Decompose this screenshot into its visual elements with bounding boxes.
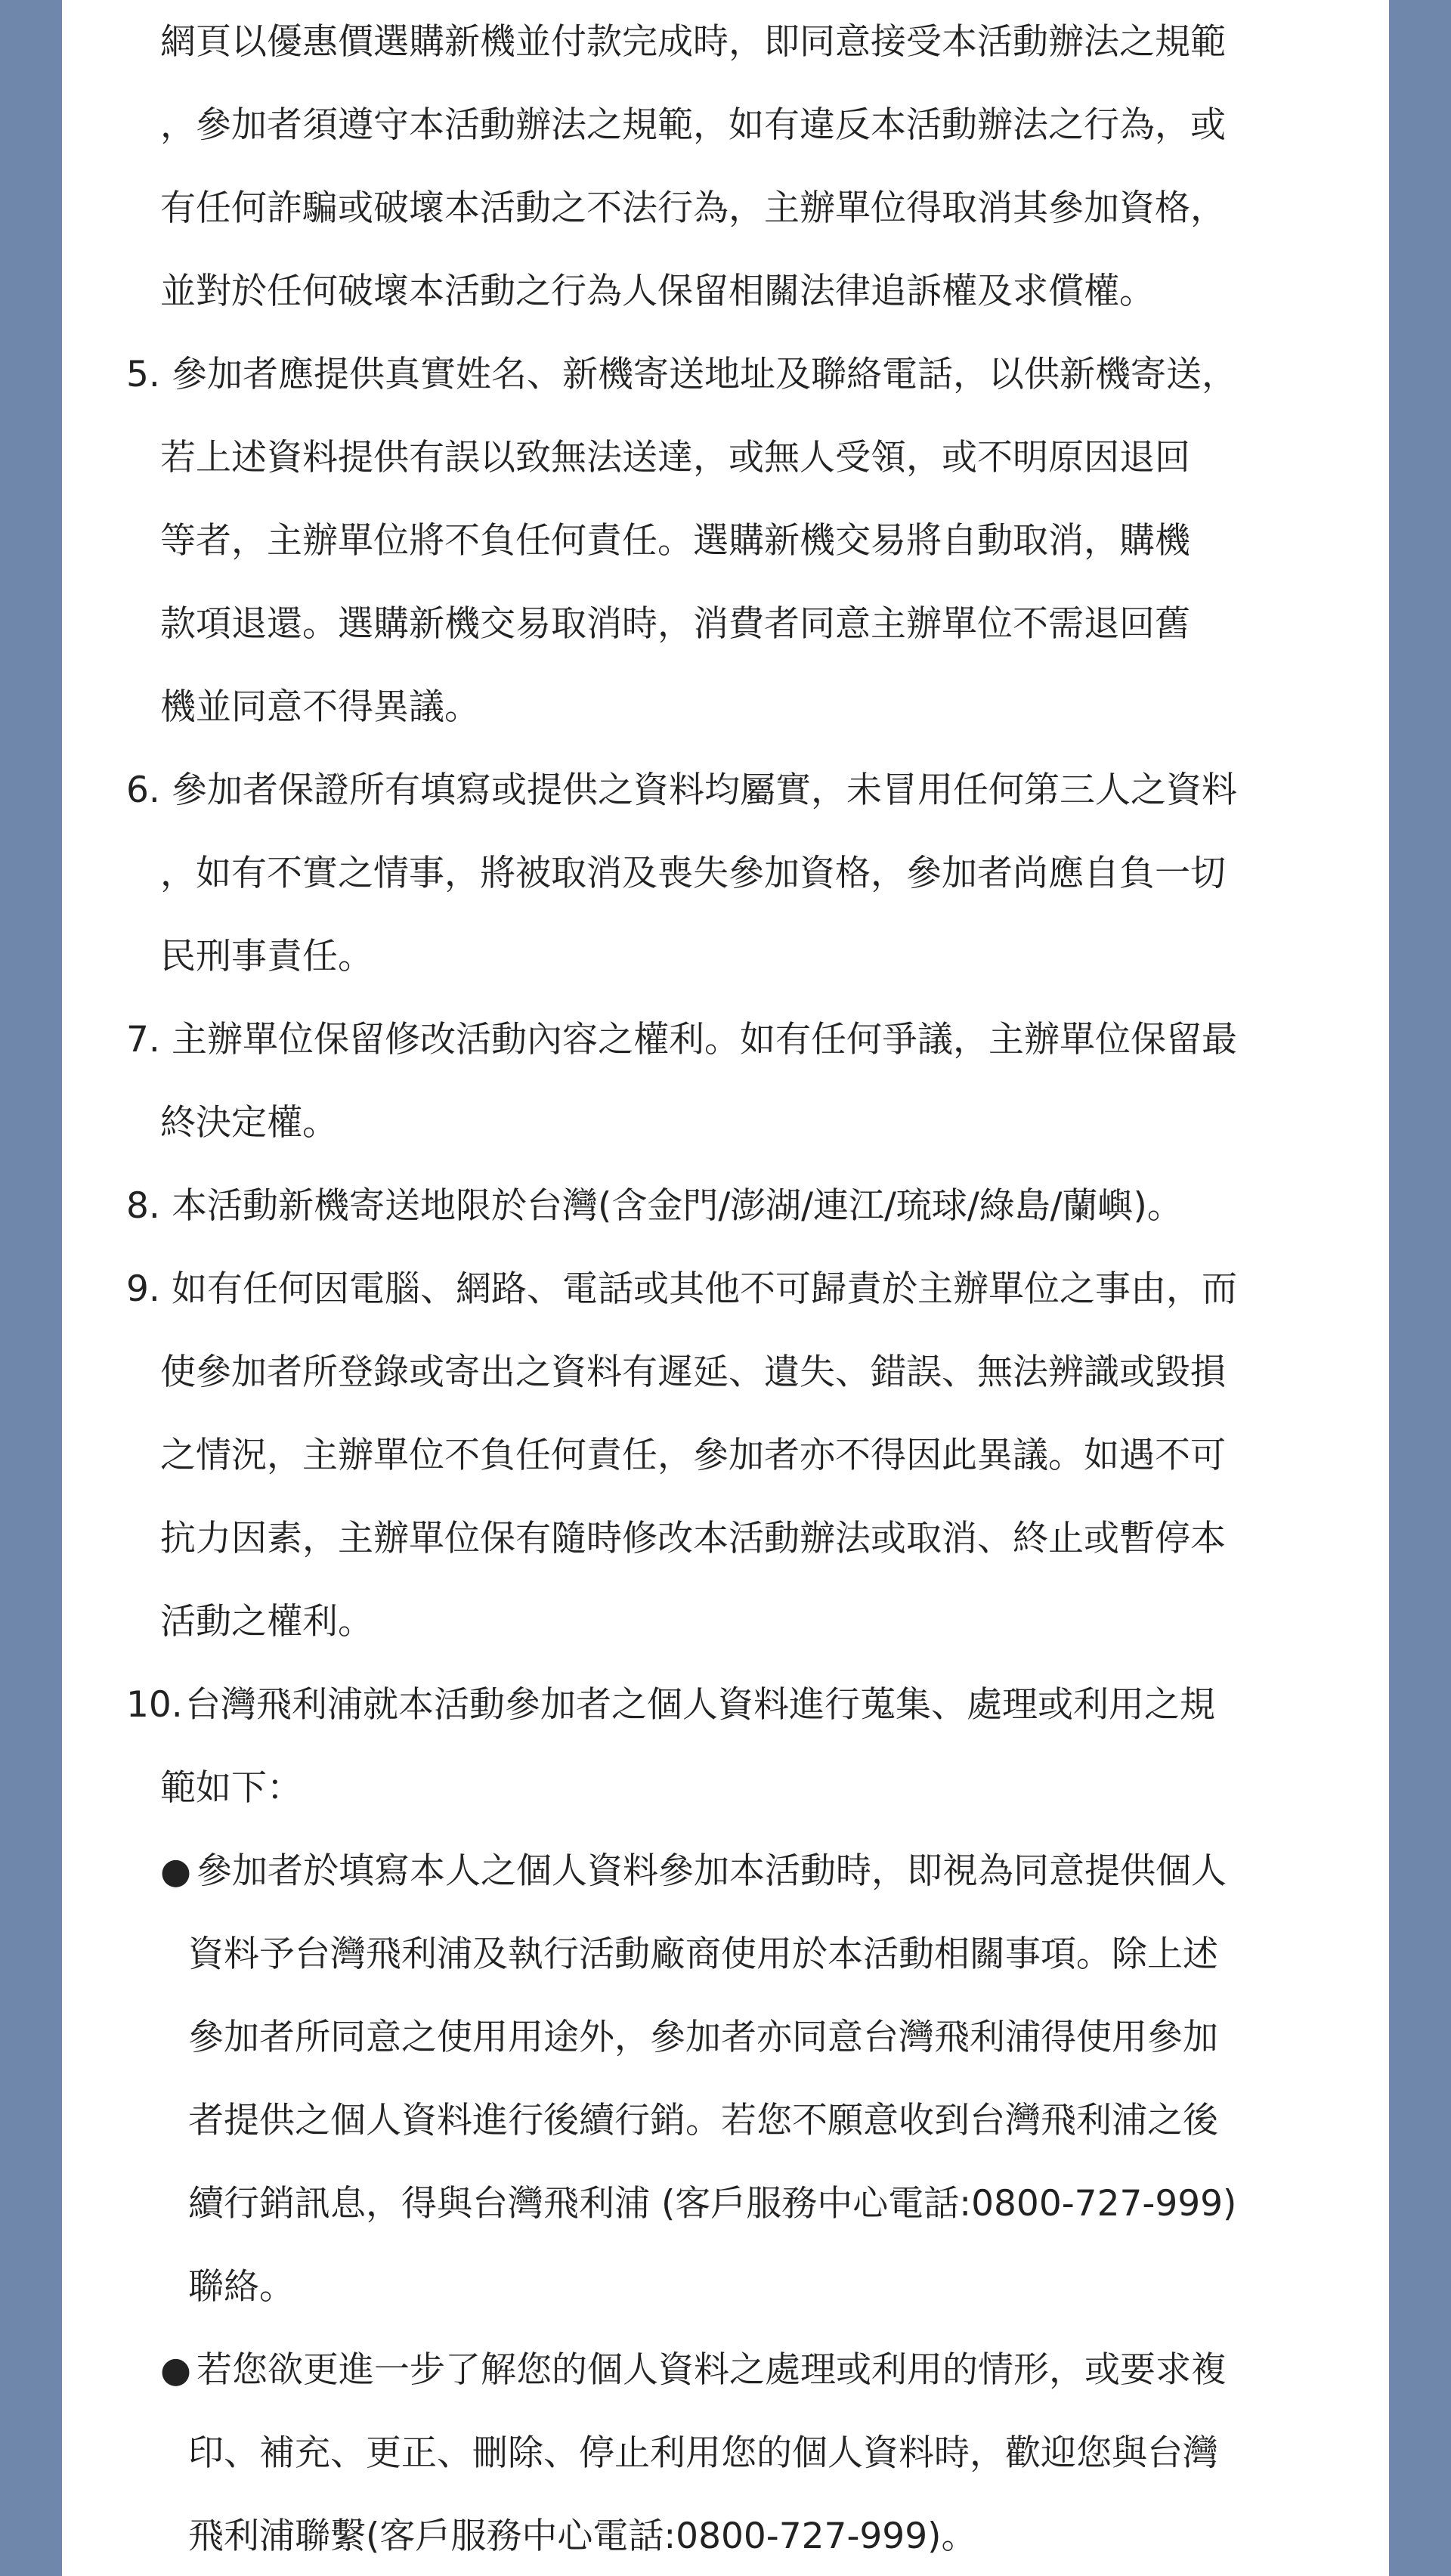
bullet-marker: ● bbox=[160, 2349, 192, 2391]
text-line: 並對於任何破壞本活動之行為人保留相關法律追訴權及求償權。 bbox=[160, 271, 1155, 312]
item-number: 10. bbox=[126, 1684, 183, 1726]
text-line: 續行銷訊息，得與台灣飛利浦 (客戶服務中心電話:0800-727-999) bbox=[188, 2183, 1237, 2225]
text-line: 者提供之個人資料進行後續行銷。若您不願意收到台灣飛利浦之後 bbox=[188, 2100, 1218, 2141]
text-line: 款項退還。選購新機交易取消時，消費者同意主辦單位不需退回舊 bbox=[160, 603, 1190, 645]
text-line: 活動之權利。 bbox=[160, 1601, 373, 1643]
text-line: 有任何詐騙或破壞本活動之不法行為，主辦單位得取消其參加資格， bbox=[160, 187, 1226, 229]
item-number: 8. bbox=[126, 1185, 160, 1227]
text-line: 本活動新機寄送地限於台灣(含金門/澎湖/連江/琉球/綠島/蘭嶼)。 bbox=[172, 1185, 1183, 1227]
item-number: 7. bbox=[126, 1019, 160, 1060]
item-number: 9. bbox=[126, 1268, 160, 1310]
text-line: 印、補充、更正、刪除、停止利用您的個人資料時，歡迎您與台灣 bbox=[188, 2432, 1218, 2474]
text-line: 網頁以優惠價選購新機並付款完成時，即同意接受本活動辦法之規範 bbox=[160, 21, 1226, 63]
text-line: 資料予台灣飛利浦及執行活動廠商使用於本活動相關事項。除上述 bbox=[188, 1934, 1218, 1975]
text-line: ，參加者須遵守本活動辦法之規範，如有違反本活動辦法之行為，或 bbox=[160, 104, 1226, 146]
text-line: 抗力因素，主辦單位保有隨時修改本活動辦法或取消、終止或暫停本 bbox=[160, 1518, 1226, 1559]
text-line: 主辦單位保留修改活動內容之權利。如有任何爭議，主辦單位保留最 bbox=[172, 1019, 1237, 1060]
text-line: 民刑事責任。 bbox=[160, 936, 373, 977]
text-line: 範如下： bbox=[160, 1767, 302, 1809]
text-line: 台灣飛利浦就本活動參加者之個人資料進行蒐集、處理或利用之規 bbox=[185, 1684, 1215, 1726]
text-line: 若上述資料提供有誤以致無法送達，或無人受領，或不明原因退回 bbox=[160, 437, 1190, 478]
text-line: 參加者所同意之使用用途外，參加者亦同意台灣飛利浦得使用參加 bbox=[188, 2017, 1218, 2058]
text-line: 若您欲更進一步了解您的個人資料之處理或利用的情形，或要求複 bbox=[196, 2349, 1227, 2391]
text-line: 終決定權。 bbox=[160, 1102, 338, 1144]
text-line: ，如有不實之情事，將被取消及喪失參加資格，參加者尚應自負一切 bbox=[160, 853, 1226, 894]
item-number: 5. bbox=[126, 354, 160, 395]
item-number: 6. bbox=[126, 769, 160, 811]
terms-panel bbox=[62, 0, 1389, 2576]
text-line: 之情況，主辦單位不負任何責任，參加者亦不得因此異議。如遇不可 bbox=[160, 1435, 1226, 1476]
text-line: 機並同意不得異議。 bbox=[160, 686, 480, 728]
text-line: 參加者於填寫本人之個人資料參加本活動時，即視為同意提供個人 bbox=[196, 1850, 1227, 1892]
text-line: 聯絡。 bbox=[188, 2266, 295, 2308]
text-line: 參加者保證所有填寫或提供之資料均屬實，未冒用任何第三人之資料 bbox=[172, 769, 1237, 811]
text-line: 使參加者所登錄或寄出之資料有遲延、遺失、錯誤、無法辨識或毀損 bbox=[160, 1351, 1226, 1393]
text-line: 等者，主辦單位將不負任何責任。選購新機交易將自動取消，購機 bbox=[160, 520, 1190, 562]
text-line: 參加者應提供真實姓名、新機寄送地址及聯絡電話，以供新機寄送， bbox=[172, 354, 1237, 395]
text-line: 如有任何因電腦、網路、電話或其他不可歸責於主辦單位之事由，而 bbox=[172, 1268, 1237, 1310]
text-line: 飛利浦聯繫(客戶服務中心電話:0800-727-999)。 bbox=[188, 2516, 977, 2557]
bullet-marker: ● bbox=[160, 1850, 192, 1892]
